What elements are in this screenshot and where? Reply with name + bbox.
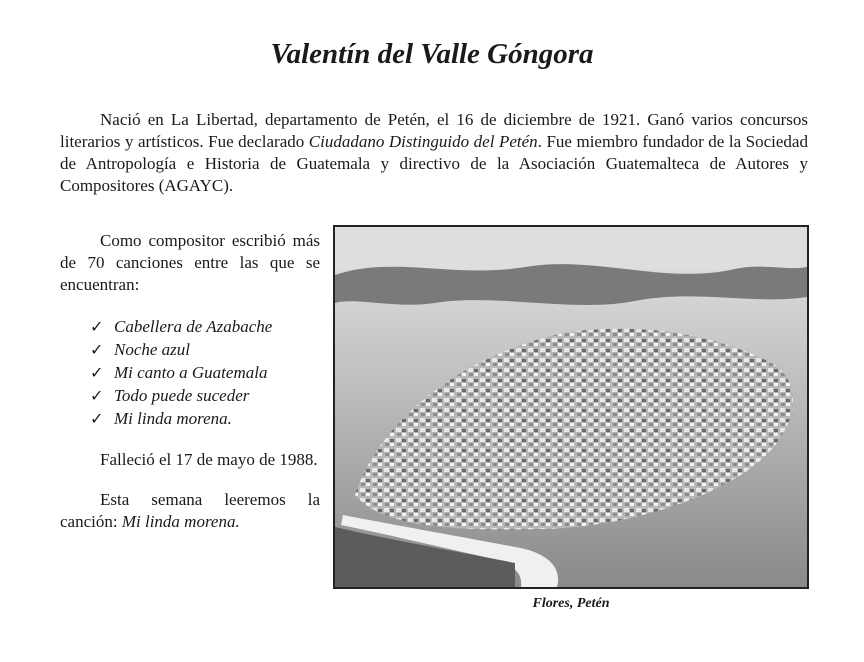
checkmark-icon: ✓ <box>90 388 104 405</box>
list-item <box>90 362 320 385</box>
list-item <box>90 316 320 339</box>
week-paragraph <box>60 489 320 533</box>
song-list <box>90 316 320 431</box>
intro-text-1: Nació en La Libertad, departamento de Petén, el 16 de diciembre de 1921. Ganó varios concursos literarios y artísticos. Fue declarado <box>60 110 808 151</box>
left-column <box>60 230 320 533</box>
photo-caption: Flores, Petén <box>532 596 610 611</box>
page-title: Valentín del Valle Góngora <box>270 38 594 70</box>
song-title: Cabellera de Azabache <box>114 317 273 336</box>
aerial-photo-illustration <box>335 227 807 587</box>
song-title: Todo puede suceder <box>114 386 250 405</box>
list-item <box>90 385 320 408</box>
song-title: Noche azul <box>114 340 191 359</box>
intro-paragraph <box>60 109 808 197</box>
week-song-title: Mi linda morena. <box>121 512 240 531</box>
intro-italic-title: Ciudadano Distinguido del Petén <box>308 132 538 151</box>
intro-text-2: . Fue miembro fundador de la Sociedad de Antropología e Historia de Guatemala y directivo de la Asociación Guatemalteca de Autores y Compositores (AGAYC). <box>60 132 808 195</box>
week-text: Esta semana leeremos la canción: <box>60 490 320 531</box>
checkmark-icon: ✓ <box>90 342 104 359</box>
aerial-photo <box>333 225 809 589</box>
song-title: Mi canto a Guatemala <box>114 363 268 382</box>
death-paragraph: Falleció el 17 de mayo de 1988. <box>100 450 318 469</box>
list-item <box>90 408 320 431</box>
list-item <box>90 339 320 362</box>
checkmark-icon: ✓ <box>90 411 104 428</box>
checkmark-icon: ✓ <box>90 365 104 382</box>
checkmark-icon: ✓ <box>90 319 104 336</box>
song-title: Mi linda morena. <box>114 409 232 428</box>
composer-paragraph: Como compositor escribió más de 70 canciones entre las que se encuentran: <box>60 231 320 294</box>
